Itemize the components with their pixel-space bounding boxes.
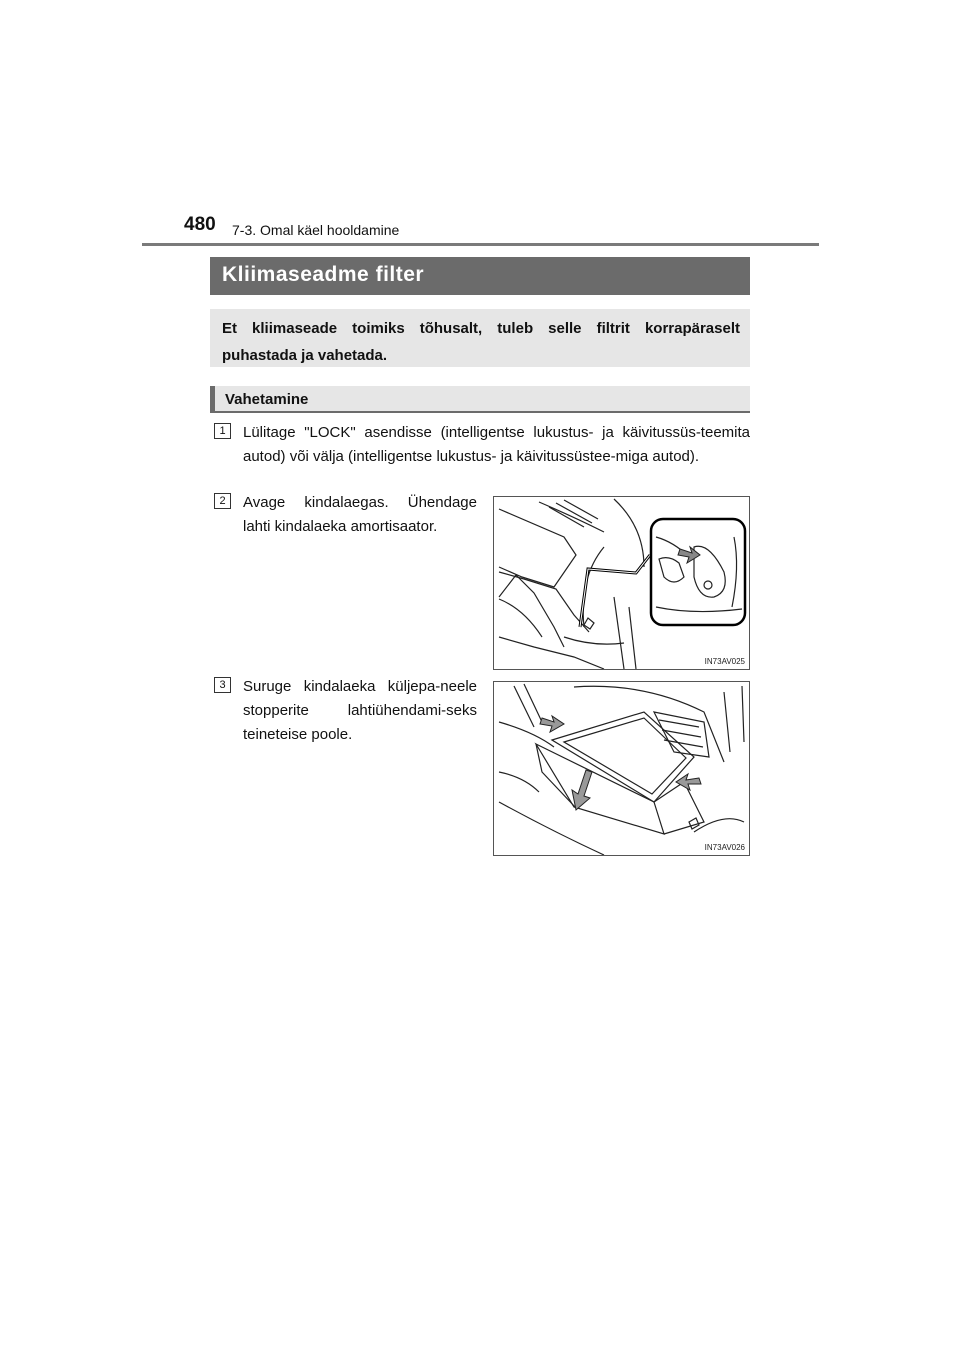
figure-code-1: IN73AV025 bbox=[704, 657, 745, 666]
section-title: Kliimaseadme filter bbox=[210, 257, 750, 295]
page-number: 480 bbox=[184, 214, 216, 235]
step-3-badge: 3 bbox=[214, 677, 231, 693]
step-1-badge: 1 bbox=[214, 423, 231, 439]
damper-drawing bbox=[494, 497, 749, 669]
stoppers-drawing bbox=[494, 682, 749, 855]
intro-text: Et kliimaseade toimiks tõhusalt, tuleb selle filtrit korrapäraselt puhastada ja vahetada. bbox=[210, 309, 750, 367]
header-divider bbox=[142, 243, 819, 246]
step-2-badge: 2 bbox=[214, 493, 231, 509]
step-3-text: Suruge kindalaeka küljepa-neele stopperite lahtiühendami-seks teineteise poole. bbox=[243, 678, 477, 743]
step-1-text: Lülitage "LOCK" asendisse (intelligentse lukustus- ja käivitussüs-teemita autod) või välja (intelligentse lukustus- ja käivitussüstee-miga autod). bbox=[243, 424, 750, 465]
glovebox-stoppers-illustration bbox=[493, 681, 750, 856]
step-2-text: Avage kindalaegas. Ühendage lahti kindalaeka amortisaator. bbox=[243, 494, 477, 535]
glovebox-damper-illustration bbox=[493, 496, 750, 670]
figure-code-2: IN73AV026 bbox=[704, 843, 745, 852]
section-reference: 7-3. Omal käel hooldamine bbox=[232, 222, 400, 238]
subsection-heading: Vahetamine bbox=[210, 386, 750, 413]
